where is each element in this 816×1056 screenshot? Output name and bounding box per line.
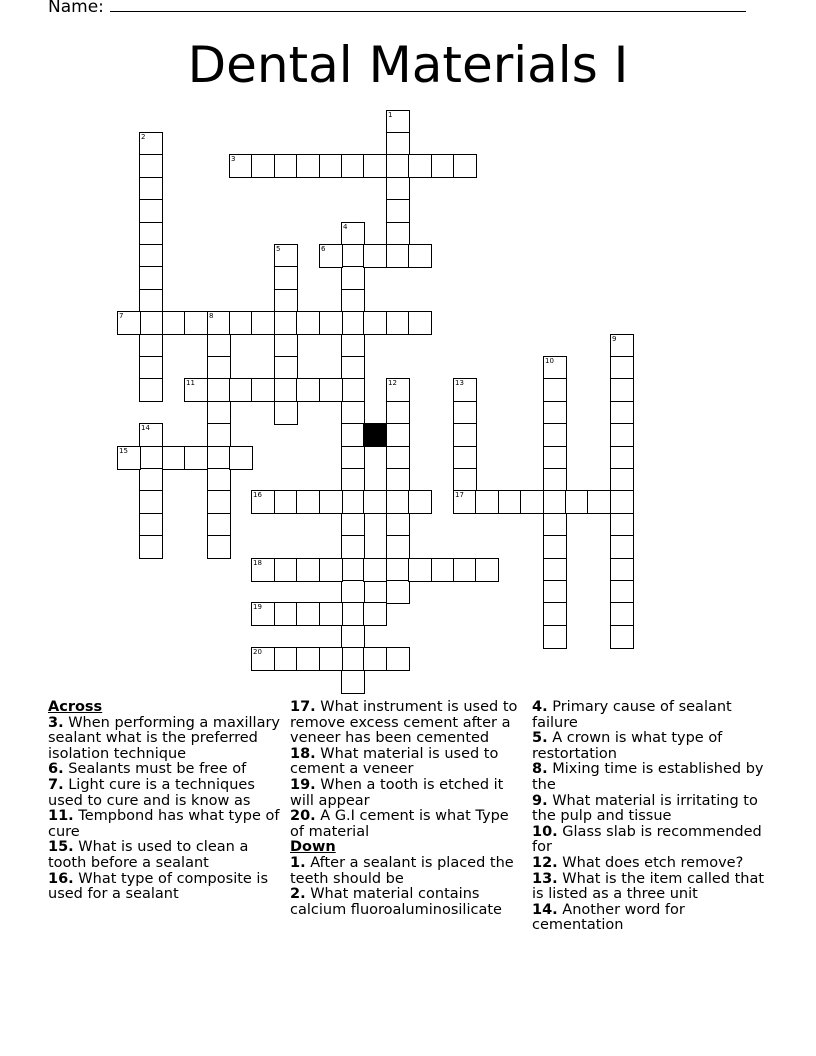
crossword-cell[interactable] (610, 378, 634, 402)
crossword-cell[interactable] (475, 558, 499, 582)
clue-label: 1. (290, 854, 306, 871)
crossword-cell[interactable] (296, 558, 320, 582)
crossword-cell[interactable] (139, 535, 163, 559)
clue-number: 11 (186, 379, 195, 387)
crossword-cell[interactable] (139, 468, 163, 492)
crossword-cell[interactable] (386, 401, 410, 425)
crossword-cell[interactable] (251, 378, 275, 402)
clue (532, 731, 772, 762)
crossword-cell[interactable] (207, 401, 231, 425)
crossword-cell[interactable] (319, 244, 343, 268)
clue-label: 10. (532, 823, 558, 840)
clue-number: 17 (455, 491, 464, 499)
crossword-cell[interactable] (565, 490, 589, 514)
clue-text: What instrument is used to remove excess cement after a veneer has been cemented (290, 699, 518, 747)
crossword-cell[interactable] (610, 535, 634, 559)
crossword-cell[interactable] (341, 513, 365, 537)
clue (48, 716, 280, 763)
crossword-cell[interactable] (363, 311, 387, 335)
clue-label: 8. (532, 761, 548, 778)
crossword-cell[interactable] (341, 356, 365, 380)
crossword-cell[interactable] (363, 558, 387, 582)
clue-label: 2. (290, 886, 306, 903)
crossword-cell[interactable] (386, 535, 410, 559)
crossword-cell[interactable] (184, 446, 208, 470)
clue-text: What material contains calcium fluoroaluminosilicate (290, 886, 502, 918)
crossword-cell[interactable] (319, 558, 343, 582)
crossword-cell[interactable] (274, 266, 298, 290)
crossword-cell[interactable] (139, 244, 163, 268)
crossword-cell[interactable] (341, 154, 365, 178)
crossword-cell[interactable] (610, 625, 634, 649)
crossword-cell[interactable] (139, 266, 163, 290)
crossword-cell[interactable] (408, 154, 432, 178)
crossword-cell[interactable] (363, 154, 387, 178)
crossword-cell[interactable] (341, 378, 365, 402)
clue (532, 903, 772, 934)
crossword-cell[interactable] (296, 490, 320, 514)
crossword-cell[interactable] (296, 311, 320, 335)
crossword-cell[interactable] (386, 177, 410, 201)
crossword-cell[interactable] (184, 311, 208, 335)
crossword-cell[interactable] (274, 244, 298, 268)
crossword-cell[interactable] (251, 558, 275, 582)
clue (532, 700, 772, 731)
clue-number: 3 (231, 155, 236, 163)
crossword-cell[interactable] (363, 490, 387, 514)
crossword-cell[interactable] (139, 446, 163, 470)
crossword-cell[interactable] (319, 602, 343, 626)
crossword-cell[interactable] (274, 490, 298, 514)
clue-text: What is used to clean a tooth before a sealant (48, 839, 249, 871)
crossword-cell[interactable] (341, 222, 365, 246)
clue (290, 747, 525, 778)
page-title: Dental Materials I (187, 36, 629, 94)
crossword-cell[interactable] (229, 154, 253, 178)
clue-text: What type of composite is used for a sealant (48, 870, 269, 903)
clue-text: Another word for cementation (532, 901, 685, 934)
clue-text: Light cure is a techniques used to cure and is know as (48, 776, 255, 809)
crossword-cell[interactable] (341, 670, 365, 694)
clue-label: 6. (48, 761, 64, 778)
crossword-cell[interactable] (475, 490, 499, 514)
crossword-cell[interactable] (319, 378, 343, 402)
crossword-cell[interactable] (341, 423, 365, 447)
crossword-cell[interactable] (386, 423, 410, 447)
crossword-cell[interactable] (274, 602, 298, 626)
clue-text: Mixing time is established by the (532, 761, 764, 793)
crossword-cell[interactable] (207, 423, 231, 447)
crossword-cell[interactable] (543, 490, 567, 514)
crossword-cell[interactable] (162, 311, 186, 335)
clue-number: 19 (253, 603, 262, 611)
clue (48, 840, 280, 871)
crossword-cell[interactable] (610, 490, 634, 514)
crossword-cell[interactable] (251, 154, 275, 178)
clue-number: 2 (141, 133, 146, 141)
crossword-cell[interactable] (341, 244, 365, 268)
crossword-cell[interactable] (341, 468, 365, 492)
crossword-cell[interactable] (386, 378, 410, 402)
clue-text: What material is used to cement a veneer (290, 745, 499, 778)
clue (290, 809, 525, 840)
crossword-cell[interactable] (386, 199, 410, 223)
crossword-cell[interactable] (274, 401, 298, 425)
crossword-cell[interactable] (543, 356, 567, 380)
clue-text: What does etch remove? (557, 854, 744, 871)
clue (532, 825, 772, 856)
clue-number: 14 (141, 424, 150, 432)
crossword-cell[interactable] (207, 535, 231, 559)
crossword-cell[interactable] (386, 558, 410, 582)
crossword-cell[interactable] (386, 446, 410, 470)
clue (48, 872, 280, 903)
crossword-cell[interactable] (610, 356, 634, 380)
clue-text: What is the item called that is listed as a three unit (532, 870, 765, 903)
clue-label: 14. (532, 901, 558, 918)
across-heading: Across (48, 699, 103, 715)
crossword-cell[interactable] (543, 535, 567, 559)
crossword-cell[interactable] (453, 154, 477, 178)
crossword-cell[interactable] (229, 446, 253, 470)
crossword-cell[interactable] (543, 580, 567, 604)
crossword-cell[interactable] (341, 289, 365, 313)
clue-label: 5. (532, 730, 548, 747)
crossword-cell[interactable] (543, 378, 567, 402)
clue-label: 15. (48, 839, 74, 856)
clue-number: 18 (253, 559, 262, 567)
crossword-cell[interactable] (543, 468, 567, 492)
crossword-cell[interactable] (341, 580, 365, 604)
crossword-cell[interactable] (274, 154, 298, 178)
clue-text: Primary cause of sealant failure (532, 699, 732, 731)
crossword-cell[interactable] (610, 334, 634, 358)
crossword-cell[interactable] (207, 446, 231, 470)
crossword-cell[interactable] (207, 513, 231, 537)
crossword-cell[interactable] (498, 490, 522, 514)
clue (48, 762, 280, 778)
clue-text: Sealants must be free of (63, 761, 247, 778)
crossword-cell[interactable] (207, 334, 231, 358)
crossword-cell[interactable] (139, 132, 163, 156)
crossword-cell[interactable] (251, 647, 275, 671)
clue-label: 4. (532, 699, 548, 715)
crossword-cell[interactable] (139, 378, 163, 402)
clue-number: 4 (343, 223, 348, 231)
crossword-cell[interactable] (386, 222, 410, 246)
crossword-cell[interactable] (453, 446, 477, 470)
crossword-cell[interactable] (386, 154, 410, 178)
crossword-cell[interactable] (587, 490, 611, 514)
crossword-cell[interactable] (319, 490, 343, 514)
crossword-cell[interactable] (139, 222, 163, 246)
clue (290, 856, 525, 887)
clue (532, 762, 772, 793)
clue-column-1 (48, 700, 280, 903)
crossword-cell[interactable] (274, 311, 298, 335)
crossword-cell[interactable] (610, 423, 634, 447)
clue-text: A crown is what type of restortation (532, 730, 723, 762)
crossword-cell[interactable] (341, 334, 365, 358)
crossword-cell[interactable] (229, 378, 253, 402)
crossword-cell[interactable] (341, 625, 365, 649)
crossword-cell[interactable] (386, 311, 410, 335)
clue-number: 12 (388, 379, 397, 387)
clue (48, 809, 280, 840)
crossword-cell[interactable] (453, 490, 477, 514)
clue-label: 13. (532, 870, 558, 887)
crossword-cell[interactable] (296, 378, 320, 402)
clue-label: 7. (48, 776, 64, 793)
crossword-cell[interactable] (610, 513, 634, 537)
crossword-cell[interactable] (139, 490, 163, 514)
crossword-cell[interactable] (453, 423, 477, 447)
clue-number: 10 (545, 357, 554, 365)
crossword-cell[interactable] (139, 356, 163, 380)
clue-label: 11. (48, 808, 74, 825)
clue-number: 15 (119, 447, 128, 455)
clue-text: What material is irritating to the pulp and tissue (532, 792, 758, 825)
clue-label: 12. (532, 854, 558, 871)
crossword-cell[interactable] (363, 647, 387, 671)
crossword-cell[interactable] (139, 289, 163, 313)
crossword-cell[interactable] (207, 311, 231, 335)
clue-number: 5 (276, 245, 281, 253)
crossword-cell[interactable] (341, 558, 365, 582)
clue-text: Tempbond has what type of cure (48, 808, 280, 840)
crossword-cell[interactable] (341, 647, 365, 671)
clue (532, 794, 772, 825)
crossword-cell[interactable] (363, 602, 387, 626)
crossword-cell[interactable] (453, 401, 477, 425)
crossword-cell[interactable] (251, 602, 275, 626)
crossword-cell[interactable] (274, 378, 298, 402)
clue (48, 778, 280, 809)
clue-column-2 (290, 700, 525, 918)
crossword-cell[interactable] (453, 468, 477, 492)
clue-number: 13 (455, 379, 464, 387)
crossword-cell[interactable] (453, 378, 477, 402)
clue-label: 20. (290, 808, 316, 825)
crossword-cell[interactable] (296, 602, 320, 626)
clue-number: 16 (253, 491, 262, 499)
crossword-cell[interactable] (363, 244, 387, 268)
crossword-cell[interactable] (431, 558, 455, 582)
crossword-cell[interactable] (543, 602, 567, 626)
crossword-cell[interactable] (543, 625, 567, 649)
clue-label: 18. (290, 745, 316, 762)
crossword-cell[interactable] (341, 266, 365, 290)
clue (290, 700, 525, 747)
crossword-cell[interactable] (251, 311, 275, 335)
clue-label: 3. (48, 714, 64, 731)
crossword-cell[interactable] (520, 490, 544, 514)
crossword-cell[interactable] (139, 423, 163, 447)
clue-text: When a tooth is etched it will appear (290, 776, 504, 809)
clue-number: 20 (253, 648, 262, 656)
crossword-cell[interactable] (319, 311, 343, 335)
crossword-cell[interactable] (319, 154, 343, 178)
clue-label: 16. (48, 870, 74, 887)
crossword-cell[interactable] (274, 334, 298, 358)
down-heading: Down (290, 839, 336, 856)
crossword-cell[interactable] (408, 244, 432, 268)
crossword-cell[interactable] (139, 311, 163, 335)
crossword-cell[interactable] (386, 580, 410, 604)
crossword-cell[interactable] (341, 490, 365, 514)
crossword-cell[interactable] (207, 468, 231, 492)
crossword-cell[interactable] (162, 446, 186, 470)
crossword-cell[interactable] (117, 446, 141, 470)
crossword-cell[interactable] (229, 311, 253, 335)
crossword-cell[interactable] (386, 513, 410, 537)
clue-label: 9. (532, 792, 548, 809)
crossword-cell[interactable] (386, 490, 410, 514)
crossword-cell[interactable] (139, 199, 163, 223)
clue-number: 7 (119, 312, 124, 320)
clue-number: 8 (209, 312, 214, 320)
crossword-cell[interactable] (207, 378, 231, 402)
crossword-cell[interactable] (296, 647, 320, 671)
crossword-cell[interactable] (251, 490, 275, 514)
crossword-cell[interactable] (386, 244, 410, 268)
clue-column-3 (532, 700, 772, 934)
crossword-cell[interactable] (139, 334, 163, 358)
crossword-cell[interactable] (386, 110, 410, 134)
crossword-cell[interactable] (274, 356, 298, 380)
crossword-cell[interactable] (431, 154, 455, 178)
clue-label: 19. (290, 776, 316, 793)
clue-text: A G.I cement is what Type of material (290, 808, 509, 840)
crossword-cell[interactable] (543, 558, 567, 582)
crossword-cell[interactable] (408, 558, 432, 582)
clue-label: 17. (290, 699, 316, 715)
crossword-cell[interactable] (543, 423, 567, 447)
crossword-cell[interactable] (117, 311, 141, 335)
crossword-cell[interactable] (408, 490, 432, 514)
crossword-cell[interactable] (184, 378, 208, 402)
crossword-cell[interactable] (274, 289, 298, 313)
clue (532, 872, 772, 903)
clue-number: 6 (321, 245, 326, 253)
crossword-cell[interactable] (341, 446, 365, 470)
name-label: Name: (48, 0, 104, 17)
clue-text: Glass slab is recommended for (532, 823, 762, 856)
crossword-cell[interactable] (274, 647, 298, 671)
clue-number: 9 (612, 335, 617, 343)
crossword-cell[interactable] (408, 311, 432, 335)
crossword-cell[interactable] (139, 513, 163, 537)
crossword-cell[interactable] (274, 558, 298, 582)
crossword-cell[interactable] (341, 535, 365, 559)
crossword-cell[interactable] (543, 513, 567, 537)
crossword-cell[interactable] (296, 154, 320, 178)
crossword-cell[interactable] (610, 558, 634, 582)
clue (532, 856, 772, 872)
clue-text: When performing a maxillary sealant what is the preferred isolation technique (48, 714, 280, 762)
crossword-cell[interactable] (207, 356, 231, 380)
clue (290, 887, 525, 918)
crossword-cell[interactable] (341, 311, 365, 335)
crossword-cell[interactable] (543, 401, 567, 425)
crossword-cell[interactable] (319, 647, 343, 671)
black-square (363, 423, 387, 447)
crossword-cell[interactable] (610, 580, 634, 604)
clue-number: 1 (388, 111, 393, 119)
crossword-cell[interactable] (207, 490, 231, 514)
crossword-cell[interactable] (386, 132, 410, 156)
crossword-cell[interactable] (341, 602, 365, 626)
crossword-cell[interactable] (610, 602, 634, 626)
crossword-cell[interactable] (139, 154, 163, 178)
crossword-cell[interactable] (386, 647, 410, 671)
crossword-cell[interactable] (610, 468, 634, 492)
clue-text: After a sealant is placed the teeth should be (290, 854, 514, 887)
crossword-cell[interactable] (453, 558, 477, 582)
crossword-cell[interactable] (610, 446, 634, 470)
crossword-cell[interactable] (543, 446, 567, 470)
crossword-cell[interactable] (386, 468, 410, 492)
clue (290, 778, 525, 809)
crossword-cell[interactable] (139, 177, 163, 201)
crossword-cell[interactable] (341, 401, 365, 425)
crossword-cell[interactable] (610, 401, 634, 425)
